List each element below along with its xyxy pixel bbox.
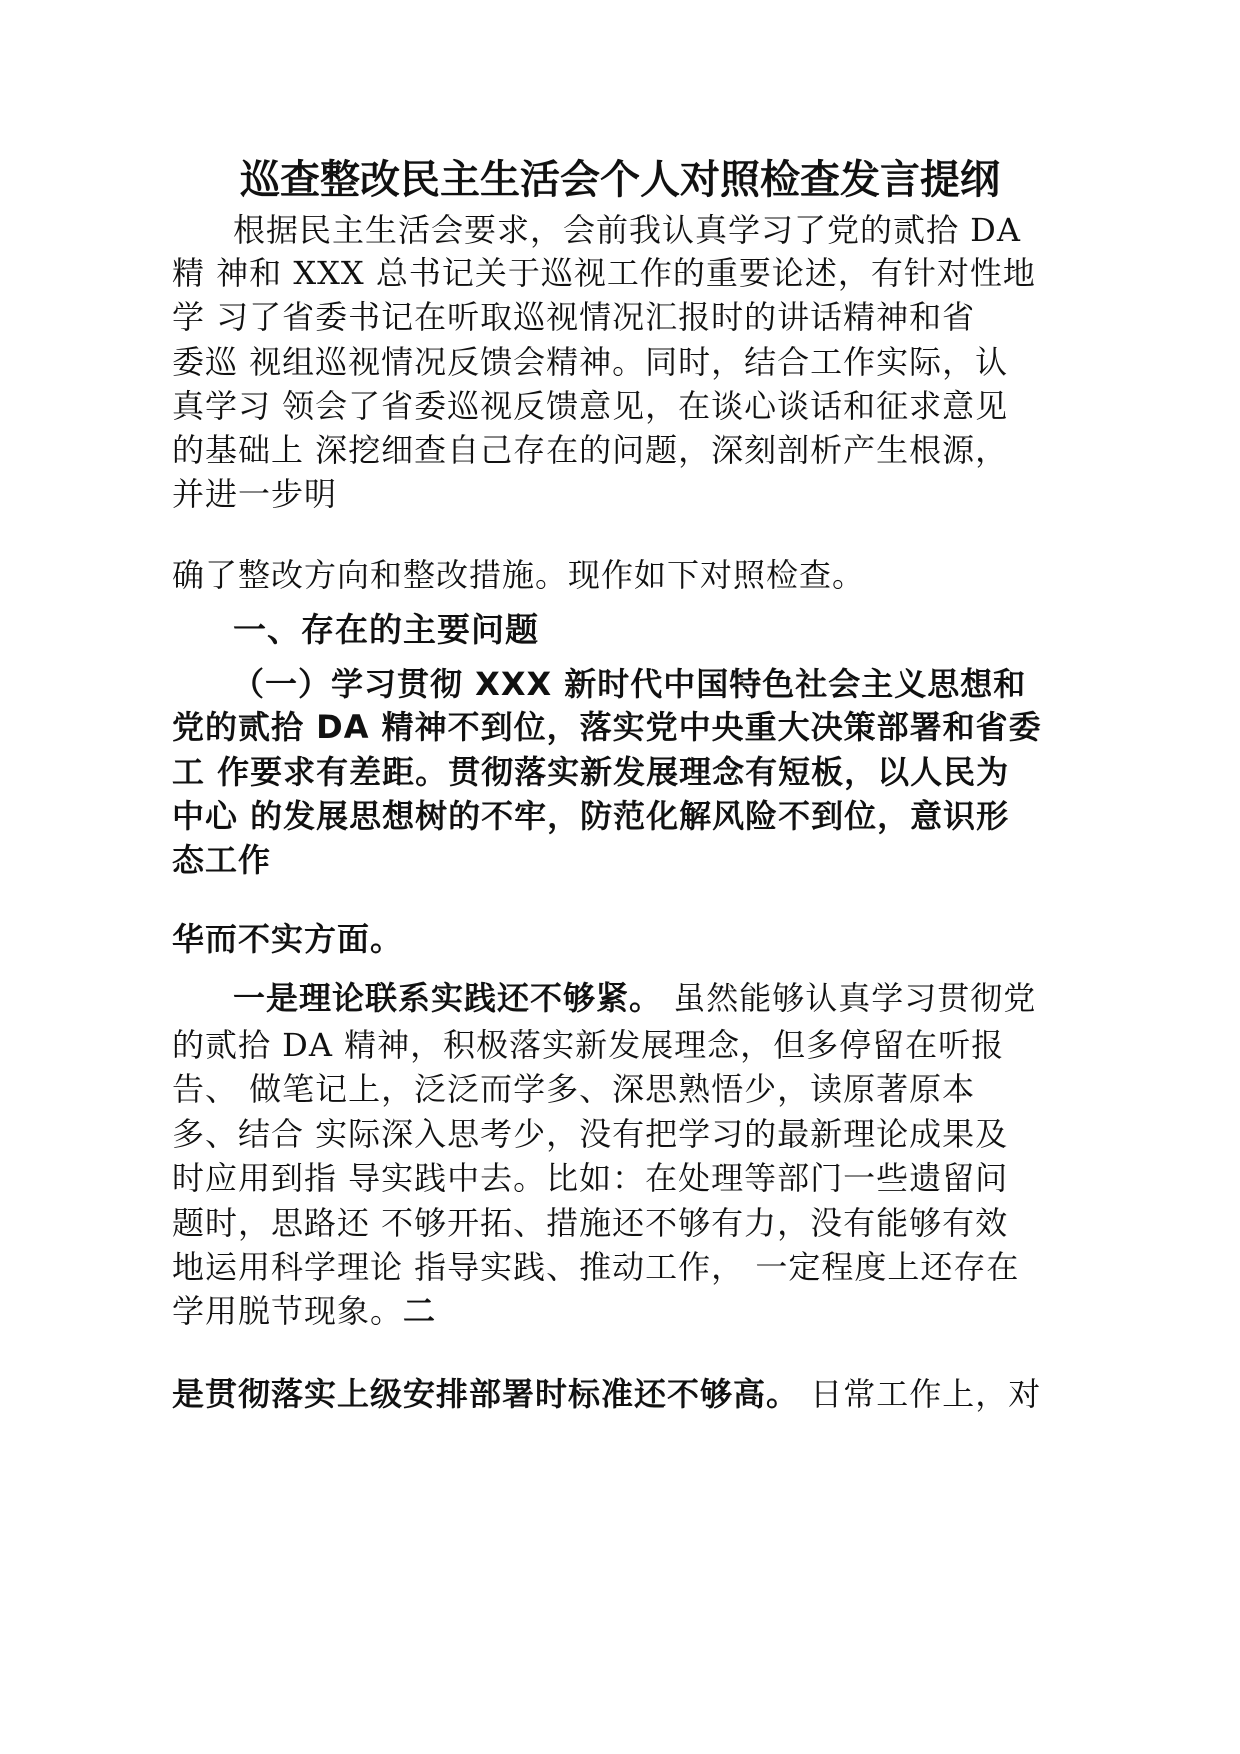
intro-line-8: 确了整改方向和整改措施。现作如下对照检查。 (172, 556, 866, 594)
point1-line-3: 告、 做笔记上，泛泛而学多、深思熟悟少，读原著原本 (172, 1070, 976, 1108)
point2-rest: 日常工作上，对 (799, 1375, 1042, 1413)
intro-line-1: 根据民主生活会要求，会前我认真学习了党的贰拾 DA (233, 211, 1021, 249)
point1-last-text: 学用脱节现象。 (172, 1292, 404, 1330)
point1-line-4: 多、结合 实际深入思考少，没有把学习的最新理论成果及 (172, 1115, 1009, 1153)
point1-line-8 (172, 1289, 436, 1333)
subsection-line-5: 态工作 (172, 841, 272, 879)
intro-line-4: 委巡 视组巡视情况反馈会精神。同时，结合工作实际，认 (172, 343, 1009, 381)
point2-label: 二 (403, 1292, 437, 1330)
intro-line-2: 精 神和 XXX 总书记关于巡视工作的重要论述，有针对性地 (172, 254, 1036, 292)
point1-line-7: 地运用科学理论 指导实践、推动工作， 一定程度上还存在 (172, 1248, 1020, 1286)
point2-first-line (172, 1372, 1041, 1416)
point1-lead: 一是理论联系实践还不够紧。 (233, 979, 663, 1017)
intro-line-6: 的基础上 深挖细查自己存在的问题，深刻剖析产生根源， (172, 431, 1009, 469)
point1-first-line (233, 976, 1036, 1020)
point1-first-rest: 虽然能够认真学习贯彻党 (662, 979, 1037, 1017)
section-heading: 一、存在的主要问题 (233, 610, 539, 649)
point1-line-6: 题时，思路还 不够开拓、措施还不够有力，没有能够有效 (172, 1204, 1009, 1242)
point2-lead: 是贯彻落实上级安排部署时标准还不够高。 (172, 1375, 800, 1413)
point1-line-5: 时应用到指 导实践中去。比如：在处理等部门一些遗留问 (172, 1159, 1009, 1197)
intro-line-7: 并进一步明 (172, 475, 338, 513)
subsection-line-1: （一）学习贯彻 XXX 新时代中国特色社会主义思想和 (232, 665, 1027, 703)
intro-line-5: 真学习 领会了省委巡视反馈意见，在谈心谈话和征求意见 (172, 387, 1009, 425)
intro-line-3: 学 习了省委书记在听取巡视情况汇报时的讲话精神和省 (172, 298, 976, 336)
subsection-line-4: 中心 的发展思想树的不牢，防范化解风险不到位，意识形 (172, 797, 1010, 835)
point1-line-2: 的贰拾 DA 精神，积极落实新发展理念，但多停留在听报 (172, 1026, 1005, 1064)
subsection-line-6: 华而不实方面。 (172, 920, 404, 958)
subsection-line-2: 党的贰拾 DA 精神不到位，落实党中央重大决策部署和省委 (172, 708, 1042, 746)
document-title: 巡查整改民主生活会个人对照检查发言提纲 (240, 157, 1000, 203)
subsection-line-3: 工 作要求有差距。贯彻落实新发展理念有短板，以人民为 (172, 753, 1010, 791)
